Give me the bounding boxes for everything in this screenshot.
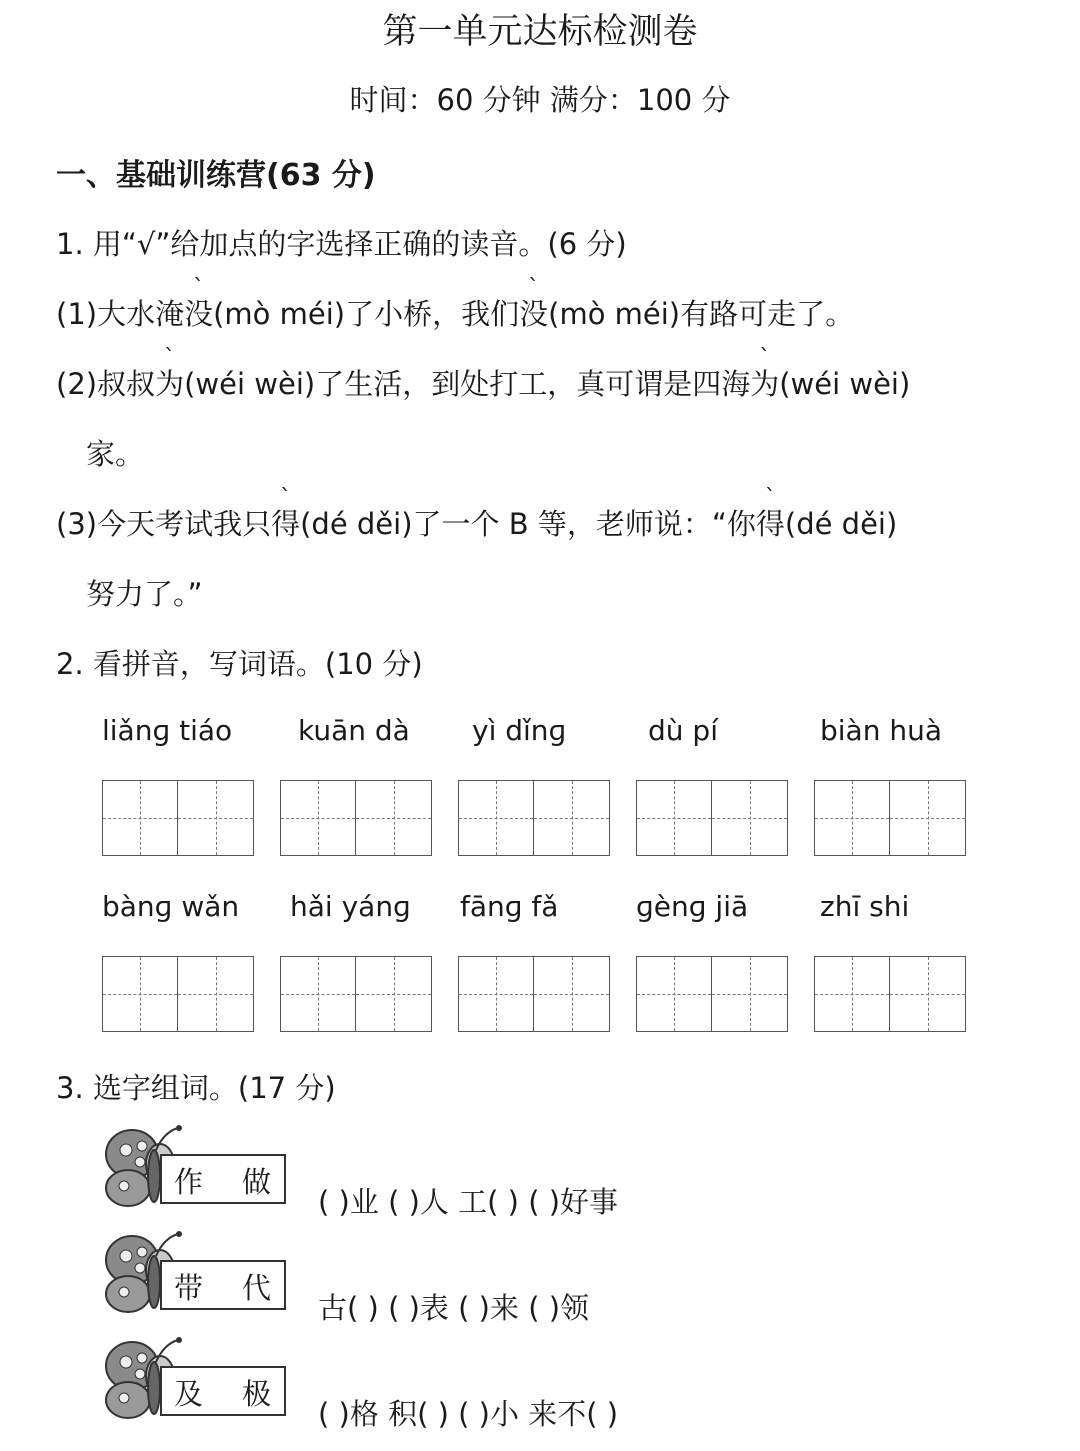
tian-cell[interactable] <box>103 781 178 855</box>
choice-char-b: 代 <box>242 1271 272 1305</box>
pinyin-2-5: zhī shi <box>820 890 910 923</box>
tian-grid-box[interactable] <box>636 956 788 1032</box>
q1-item3-marked-char-2: ` 得 <box>756 502 785 543</box>
pinyin-2-4: ɡènɡ jiā <box>636 890 749 923</box>
tian-cell[interactable] <box>712 957 787 1031</box>
question-2-prompt: 2. 看拼音，写词语。(10 分) <box>56 647 423 681</box>
pinyin-1-3: yì dǐnɡ <box>472 714 567 747</box>
tian-cell[interactable] <box>890 957 965 1031</box>
writing-grid-row-2 <box>102 956 968 1034</box>
tian-cell[interactable] <box>712 781 787 855</box>
tian-cell[interactable] <box>178 781 253 855</box>
tian-cell[interactable] <box>534 957 609 1031</box>
q1-item3-mid: (dé děi)了一个 B 等，老师说：“你 <box>300 507 756 541</box>
tian-grid-box[interactable] <box>636 780 788 856</box>
page-title: 第一单元达标检测卷 <box>382 12 698 52</box>
character-pair-box <box>160 1366 286 1416</box>
word-group-line-1: ( )业 ( )人 工( ) ( )好事 <box>318 1185 619 1219</box>
character-pair-box <box>160 1154 286 1204</box>
question-1-item-2 <box>56 362 910 403</box>
word-group-line-3: ( )格 积( ) ( )小 来不( ) <box>318 1397 619 1431</box>
tian-grid-box[interactable] <box>280 956 432 1032</box>
character-pair-box <box>160 1260 286 1310</box>
tian-cell[interactable] <box>637 957 712 1031</box>
tian-grid-box[interactable] <box>814 956 966 1032</box>
pinyin-1-2: kuān dà <box>298 714 410 747</box>
tian-grid-box[interactable] <box>280 780 432 856</box>
butterfly-label-2 <box>102 1230 284 1318</box>
q1-item2-post: (wéi wèi) <box>779 367 911 401</box>
q1-item2-marked-char-1: ` 为 <box>155 362 184 403</box>
choice-char-b: 做 <box>242 1165 272 1199</box>
pinyin-2-1: bànɡ wǎn <box>102 890 240 923</box>
q1-item2-mid: (wéi wèi)了生活，到处打工，真可谓是四海 <box>184 367 751 401</box>
tian-cell[interactable] <box>281 781 356 855</box>
tian-cell[interactable] <box>356 957 431 1031</box>
pinyin-1-5: biàn huà <box>820 714 943 747</box>
q1-item1-marked-char-2: ` 没 <box>519 292 548 333</box>
tian-cell[interactable] <box>356 781 431 855</box>
q1-item3-post: (dé děi) <box>784 507 898 541</box>
tian-cell[interactable] <box>534 781 609 855</box>
q1-item1-marked-char-1: ` 没 <box>184 292 213 333</box>
pinyin-2-3: fānɡ fǎ <box>460 890 559 923</box>
pinyin-2-2: hǎi yánɡ <box>290 890 411 923</box>
tian-grid-box[interactable] <box>102 956 254 1032</box>
butterfly-label-1 <box>102 1124 284 1212</box>
question-1-item-2-continued: 家。 <box>86 437 145 471</box>
tian-cell[interactable] <box>459 957 534 1031</box>
q1-item2-pre: (2)叔叔 <box>56 367 156 401</box>
tian-grid-box[interactable] <box>458 956 610 1032</box>
tian-cell[interactable] <box>815 781 890 855</box>
question-1-item-3 <box>56 502 897 543</box>
tian-cell[interactable] <box>178 957 253 1031</box>
section-heading: 一、基础训练营(63 分) <box>56 158 376 193</box>
tian-cell[interactable] <box>459 781 534 855</box>
q1-item3-pre: (3)今天考试我只 <box>56 507 272 541</box>
tian-cell[interactable] <box>281 957 356 1031</box>
word-group-line-2: 古( ) ( )表 ( )来 ( )领 <box>318 1291 590 1325</box>
tian-cell[interactable] <box>637 781 712 855</box>
question-1-item-3-continued: 努力了。” <box>86 577 203 611</box>
q1-item1-post: (mò méi)有路可走了。 <box>548 297 855 331</box>
tian-cell[interactable] <box>103 957 178 1031</box>
butterfly-label-3 <box>102 1336 284 1424</box>
q1-item1-mid: (mò méi)了小桥，我们 <box>213 297 520 331</box>
tian-cell[interactable] <box>815 957 890 1031</box>
question-3-prompt: 3. 选字组词。(17 分) <box>56 1071 336 1105</box>
tian-grid-box[interactable] <box>458 780 610 856</box>
q1-item3-marked-char-1: ` 得 <box>271 502 300 543</box>
choice-char-a: 作 <box>174 1165 204 1199</box>
choice-char-b: 极 <box>242 1377 272 1411</box>
tian-grid-box[interactable] <box>814 780 966 856</box>
choice-char-a: 及 <box>174 1377 204 1411</box>
writing-grid-row-1 <box>102 780 968 858</box>
q1-item2-marked-char-2: ` 为 <box>750 362 779 403</box>
tian-cell[interactable] <box>890 781 965 855</box>
tian-grid-box[interactable] <box>102 780 254 856</box>
question-1-item-1 <box>56 292 854 333</box>
exam-info: 时间：60 分钟 满分：100 分 <box>349 83 731 117</box>
choice-char-a: 带 <box>174 1271 204 1305</box>
question-1-prompt: 1. 用“√”给加点的字选择正确的读音。(6 分) <box>56 227 627 261</box>
q1-item1-pre: (1)大水淹 <box>56 297 185 331</box>
pinyin-1-1: liǎnɡ tiáo <box>102 714 233 747</box>
pinyin-1-4: dù pí <box>648 714 718 747</box>
